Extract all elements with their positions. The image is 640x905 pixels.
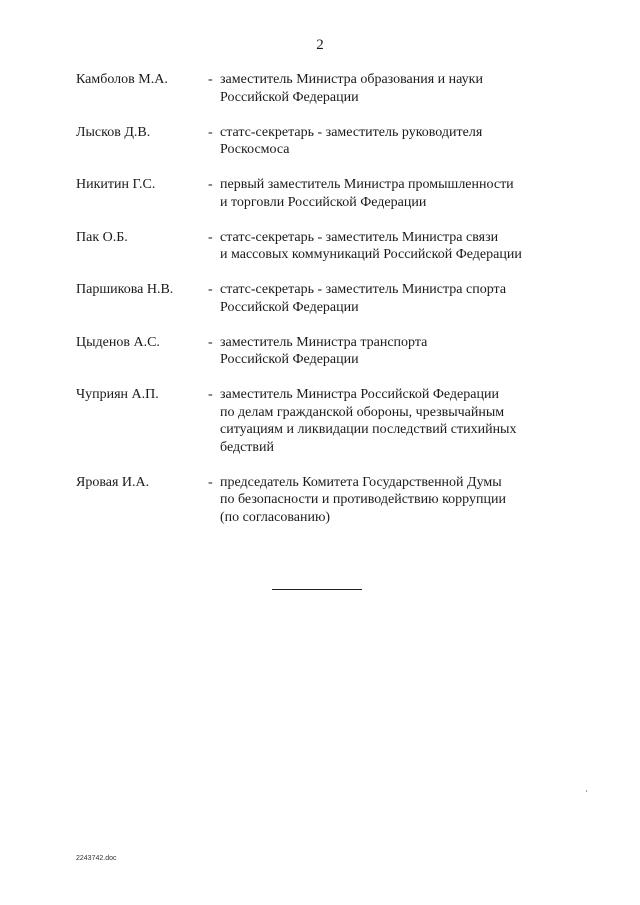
position-line: заместитель Министра образования и науки bbox=[220, 72, 483, 87]
person-name: Никитин Г.С. bbox=[76, 177, 156, 192]
person-name: Цыденов А.С. bbox=[76, 334, 160, 350]
dash: - bbox=[208, 282, 213, 297]
person-position bbox=[220, 386, 576, 456]
person-position bbox=[220, 124, 576, 159]
scan-speck bbox=[586, 790, 587, 792]
position-line: ситуациям и ликвидации последствий стихийных bbox=[220, 422, 517, 437]
position-line: бедствий bbox=[220, 439, 275, 455]
person-position bbox=[220, 334, 576, 369]
person-name: Чуприян А.П. bbox=[76, 387, 159, 402]
list-item bbox=[76, 386, 576, 456]
person-name: Пак О.Б. bbox=[76, 229, 128, 245]
position-line: статс-секретарь - заместитель руководителя bbox=[220, 124, 483, 140]
list-item bbox=[76, 124, 576, 159]
position-line: и торговли Российской Федерации bbox=[220, 194, 427, 210]
person-name: Лысков Д.В. bbox=[76, 124, 151, 140]
position-line: по безопасности и противодействию коррупции bbox=[220, 492, 506, 507]
position-line: Российской Федерации bbox=[220, 89, 359, 105]
position-line: Роскосмоса bbox=[220, 142, 290, 157]
position-line: по делам гражданской обороны, чрезвычайным bbox=[220, 404, 505, 420]
dash: - bbox=[208, 334, 213, 350]
position-line: и массовых коммуникаций Российской Федерации bbox=[220, 247, 522, 262]
document-file-code: 2243742.doc bbox=[76, 855, 117, 862]
position-line: первый заместитель Министра промышленности bbox=[220, 177, 514, 192]
list-item bbox=[76, 229, 576, 264]
position-line: статс-секретарь - заместитель Министра связи bbox=[220, 229, 499, 245]
dash: - bbox=[208, 474, 213, 490]
list-item bbox=[76, 71, 576, 106]
list-item bbox=[76, 474, 576, 527]
position-line: Российской Федерации bbox=[220, 352, 359, 367]
person-position bbox=[220, 229, 576, 264]
person-name: Камболов М.А. bbox=[76, 72, 168, 87]
dash: - bbox=[208, 177, 213, 192]
dash: - bbox=[208, 229, 213, 245]
end-separator-line bbox=[272, 589, 362, 590]
position-line: заместитель Министра Российской Федерации bbox=[220, 387, 499, 402]
page-number: 2 bbox=[316, 37, 324, 53]
position-line: председатель Комитета Государственной Думы bbox=[220, 474, 502, 490]
dash: - bbox=[208, 124, 213, 140]
position-line: (по согласованию) bbox=[220, 509, 331, 525]
position-line: заместитель Министра транспорта bbox=[220, 334, 428, 350]
person-position bbox=[220, 176, 576, 211]
members-list bbox=[76, 71, 576, 544]
person-name: Яровая И.А. bbox=[76, 474, 150, 490]
person-position bbox=[220, 281, 576, 316]
list-item bbox=[76, 176, 576, 211]
position-line: статс-секретарь - заместитель Министра спорта bbox=[220, 282, 507, 297]
person-name: Паршикова Н.В. bbox=[76, 282, 174, 297]
person-position bbox=[220, 71, 576, 106]
person-position bbox=[220, 474, 576, 527]
dash: - bbox=[208, 72, 213, 87]
list-item bbox=[76, 281, 576, 316]
dash: - bbox=[208, 387, 213, 402]
list-item bbox=[76, 334, 576, 369]
position-line: Российской Федерации bbox=[220, 299, 359, 315]
